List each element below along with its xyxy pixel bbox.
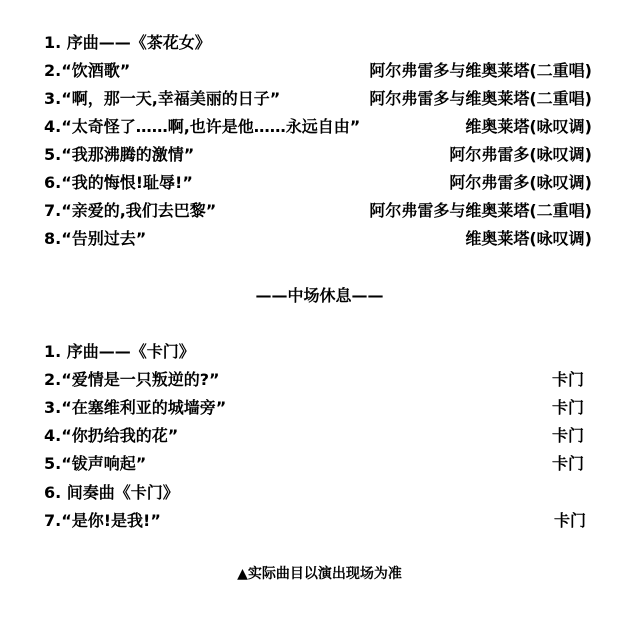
- footnote: ▲实际曲目以演出现场为准: [237, 566, 402, 582]
- program-item: [44, 171, 592, 195]
- item-performer: 阿尔弗雷多与维奥莱塔(二重唱): [369, 89, 592, 108]
- item-performer: 卡门: [553, 511, 586, 530]
- item-performer: 卡门: [551, 398, 584, 417]
- item-performer: 阿尔弗雷多(咏叹调): [449, 173, 592, 192]
- program-item: [44, 115, 592, 139]
- item-title: 2.“爱情是一只叛逆的?”: [44, 370, 220, 389]
- item-title: 4.“太奇怪了……啊,也许是他……永远自由”: [44, 117, 361, 136]
- program-item: [44, 31, 592, 55]
- item-title: 4.“你扔给我的花”: [44, 426, 179, 445]
- item-title: 2.“饮酒歌”: [44, 61, 131, 80]
- item-title: 1. 序曲——《茶花女》: [44, 33, 211, 52]
- item-performer: 卡门: [551, 454, 584, 473]
- program-item: [44, 424, 592, 448]
- program-item: [44, 340, 592, 364]
- program-item: [44, 59, 592, 83]
- item-title: 5.“钹声响起”: [44, 454, 147, 473]
- program-item: [44, 509, 592, 533]
- item-performer: 维奥莱塔(咏叹调): [465, 229, 592, 248]
- program-item: [44, 481, 592, 505]
- item-performer: 阿尔弗雷多(咏叹调): [449, 145, 592, 164]
- program-item: [44, 452, 592, 476]
- item-title: 7.“亲爱的,我们去巴黎”: [44, 201, 217, 220]
- item-performer: 阿尔弗雷多与维奥莱塔(二重唱): [369, 201, 592, 220]
- item-performer: 卡门: [551, 426, 584, 445]
- item-title: 5.“我那沸腾的激情”: [44, 145, 195, 164]
- program-item: [44, 87, 592, 111]
- program-item: [44, 396, 592, 420]
- item-title: 6. 间奏曲《卡门》: [44, 483, 179, 502]
- item-performer: 维奥莱塔(咏叹调): [465, 117, 592, 136]
- intermission-divider: ——中场休息——: [255, 286, 384, 305]
- item-performer: 卡门: [551, 370, 584, 389]
- program-item: [44, 143, 592, 167]
- item-title: 1. 序曲——《卡门》: [44, 342, 195, 361]
- item-title: 8.“告别过去”: [44, 229, 147, 248]
- item-title: 6.“我的悔恨!耻辱!”: [44, 173, 193, 192]
- item-title: 7.“是你!是我!”: [44, 511, 161, 530]
- program-item: [44, 199, 592, 223]
- item-title: 3.“在塞维利亚的城墙旁”: [44, 398, 227, 417]
- program-item: [44, 368, 592, 392]
- program-item: [44, 227, 592, 251]
- item-performer: 阿尔弗雷多与维奥莱塔(二重唱): [369, 61, 592, 80]
- item-title: 3.“啊，那一天,幸福美丽的日子”: [44, 89, 281, 108]
